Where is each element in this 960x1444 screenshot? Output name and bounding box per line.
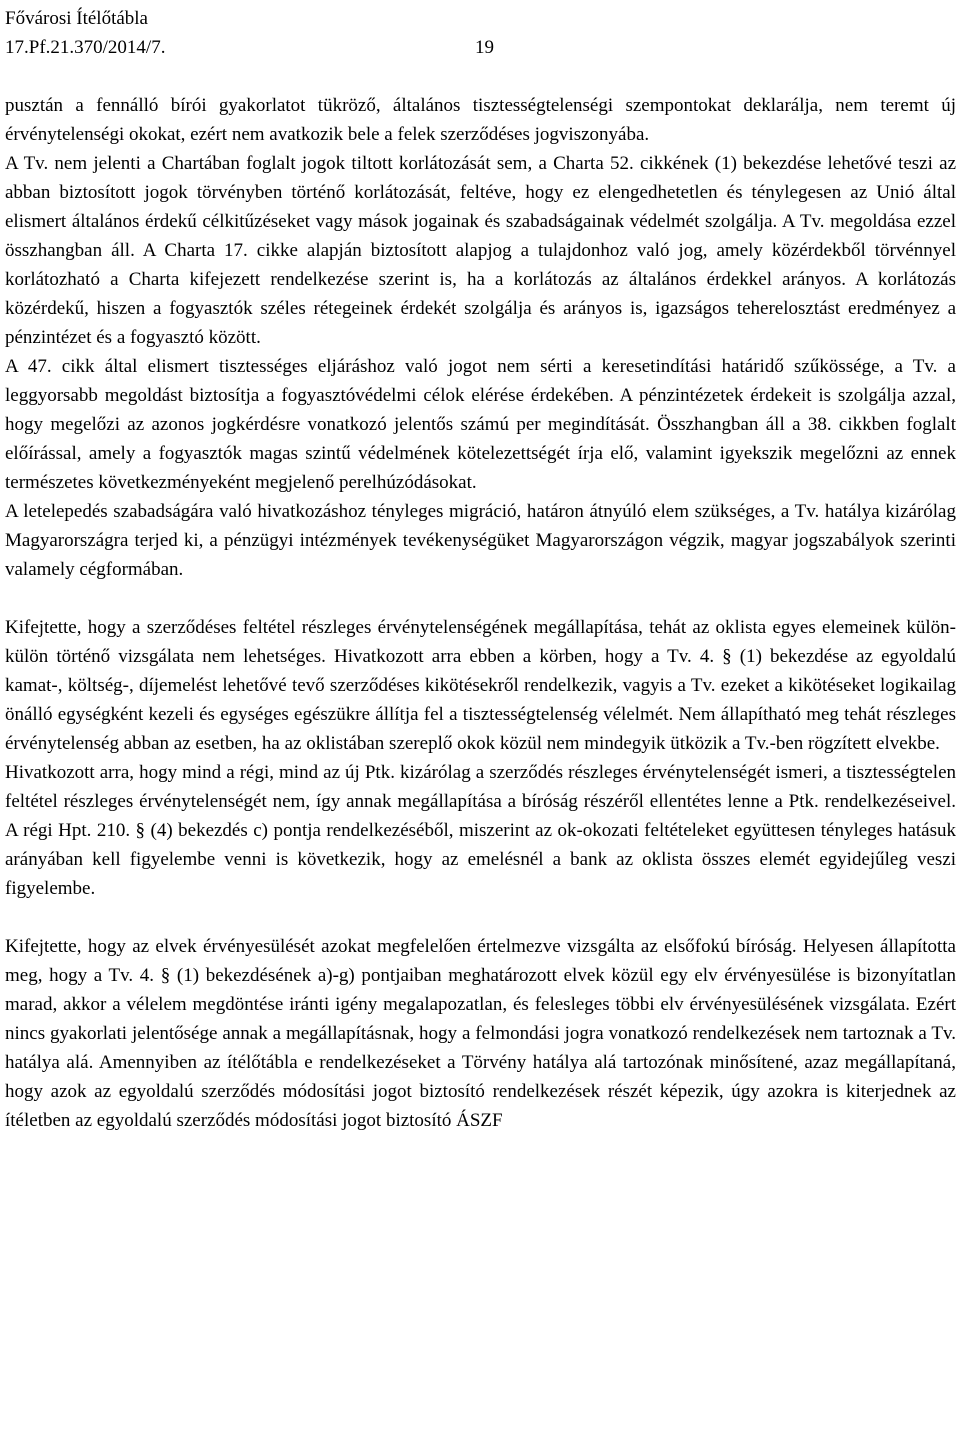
case-number: 17.Pf.21.370/2014/7.	[5, 37, 166, 58]
document-body	[5, 91, 956, 1135]
court-name: Fővárosi Ítélőtábla	[5, 8, 148, 29]
paragraph-5: Kifejtette, hogy a szerződéses feltétel részleges érvénytelenségének megállapítása, tehát az oklista egyes elemeinek külön-külön történő vizsgálata nem lehetséges. Hivatkozott arra ebben a körben, hogy a Tv. 4. § (1) bekezdése az egyoldalú kamat-, költség-, díjemelést lehetővé tevő szerződéses kikötésekről rendelkezik, vagyis a Tv. ezeket a kikötéseket logikailag önálló egységként kezeli és egységes egészükre állítja fel a tisztességtelenség vélelmét. Nem állapítható meg tehát részleges érvénytelenség abban az esetben, ha az oklistában szereplő okok közül nem mindegyik ütközik a Tv.-ben rögzített elvekbe.	[5, 617, 956, 754]
paragraph-3: A 47. cikk által elismert tisztességes eljáráshoz való jogot nem sérti a keresetindítási határidő szűkössége, a Tv. a leggyorsabb megoldást biztosítja a fogyasztóvédelmi célok elérése érdekében. A pénzintézetek érdekeit is szolgálja azzal, hogy megelőzi az azonos jogkérdésre vonatkozó jelentős számú per megindítását. Összhangban áll a 38. cikkben foglalt előírással, amely a fogyasztók magas szintű védelmének kötelezettségét írja elő, valamint igyekszik megelőzni az ennek természetes következményeként megjelenő perelhúzódásokat.	[5, 356, 956, 493]
paragraph-2: A Tv. nem jelenti a Chartában foglalt jogok tiltott korlátozását sem, a Charta 52. cikkének (1) bekezdése lehetővé teszi az abban biztosított jogok törvényben történő korlátozását, feltéve, hogy ez elengedhetetlen és ténylegesen az Unió által elismert általános érdekű célkitűzéseket vagy mások jogainak és szabadságainak védelmét szolgálja. A Tv. megoldása ezzel összhangban áll. A Charta 17. cikke alapján biztosított alapjog a tulajdonhoz való jog, amely közérdekből törvénnyel korlátozható a Charta kifejezett rendelkezése szerint is, ha a korlátozás az általános érdekkel arányos. A korlátozás közérdekű, hiszen a fogyasztók széles rétegeinek érdekét szolgálja és arányos is, igazságos teherelosztást eredményez a pénzintézet és a fogyasztó között.	[5, 153, 956, 348]
paragraph-6: Hivatkozott arra, hogy mind a régi, mind az új Ptk. kizárólag a szerződés részleges érvénytelenségét ismeri, a tisztességtelen feltétel részleges érvénytelenségét nem, így annak megállapítása a bíróság részéről ellentétes lenne a Ptk. rendelkezéseivel. A régi Hpt. 210. § (4) bekezdés c) pontja rendelkezéséből, miszerint az ok-okozati feltételeket együttesen tényleges hatásuk arányában kell figyelembe venni is következik, hogy az emelésnél a bank az oklista összes elemét egyidejűleg veszi figyelembe.	[5, 762, 956, 899]
header-row	[5, 33, 956, 62]
paragraph-7: Kifejtette, hogy az elvek érvényesülését azokat megfelelően értelmezve vizsgálta az elsőfokú bíróság. Helyesen állapította meg, hogy a Tv. 4. § (1) bekezdésének a)-g) pontjaiban meghatározott elvek közül egy elv érvényesülése is bizonyítatlan marad, akkor a vélelem megdöntése iránti igény megalapozatlan, és felesleges többi elv érvényesülésének vizsgálata. Ezért nincs gyakorlati jelentősége annak a megállapításnak, hogy a felmondási jogra vonatkozó rendelkezések nem tartoznak a Tv. hatálya alá. Amennyiben az ítélőtábla e rendelkezéseket a Törvény hatálya alá tartozónak minősítené, azaz megállapítaná, hogy azok az egyoldalú szerződés módosítási jogot biztosító rendelkezések részét képezik, úgy azokra is kiterjednek az ítéletben az egyoldalú szerződés módosítási jogot biztosító ÁSZF	[5, 936, 956, 1131]
page-header	[5, 4, 956, 62]
paragraph-4: A letelepedés szabadságára való hivatkozáshoz tényleges migráció, határon átnyúló elem szükséges, a Tv. hatálya kizárólag Magyarországra terjed ki, a pénzügyi intézmények tevékenységüket Magyarországon végzik, magyar jogszabályok szerinti valamely cégformában.	[5, 501, 956, 580]
page-number: 19	[475, 37, 494, 58]
paragraph-1: pusztán a fennálló bírói gyakorlatot tükröző, általános tisztességtelenségi szempontokat deklarálja, nem teremt új érvénytelenségi okokat, ezért nem avatkozik bele a felek szerződéses jogviszonyába.	[5, 95, 956, 145]
